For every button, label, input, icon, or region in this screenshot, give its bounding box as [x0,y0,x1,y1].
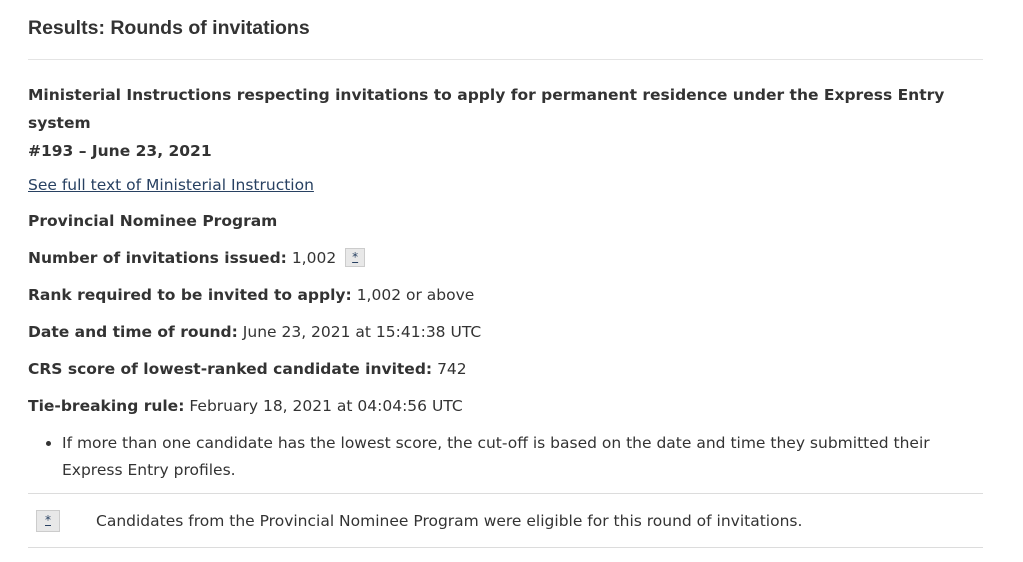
footnote-reference-link[interactable]: * [345,248,365,267]
program-name [28,210,983,232]
rank-value: 1,002 or above [356,286,475,304]
tie-breaking-row [28,395,983,417]
invitations-label: Number of invitations issued: [28,249,287,267]
crs-label: CRS score of lowest-ranked candidate invited: [28,360,433,378]
full-text-link[interactable]: See full text of Ministerial Instruction [28,176,314,194]
footnotes-section [28,493,983,548]
footnote-return-link[interactable]: * [36,510,60,532]
tie-breaking-value: February 18, 2021 at 04:04:56 UTC [189,397,463,415]
invitations-value: 1,002 [291,249,337,267]
date-value: June 23, 2021 at 15:41:38 UTC [242,323,482,341]
instruction-title-line1: Ministerial Instructions respecting invitations to apply for permanent residence under the Express Entry system [28,86,945,132]
instruction-title-line2: #193 – June 23, 2021 [28,142,212,160]
rank-label: Rank required to be invited to apply: [28,286,352,304]
crs-row [28,358,983,380]
date-row [28,321,983,343]
section-heading: Results: Rounds of invitations [28,0,983,60]
instruction-title [28,81,983,165]
invitations-row [28,247,983,269]
tie-breaking-label: Tie-breaking rule: [28,397,185,415]
footnote-text: Candidates from the Provincial Nominee Program were eligible for this round of invitations. [96,511,803,530]
tie-breaking-notes [28,430,983,484]
list-item: • If more than one candidate has the lowest score, the cut-off is based on the date and time they submitted their Express Entry profiles. [62,430,983,484]
program-label: Provincial Nominee Program [28,212,278,230]
rank-row [28,284,983,306]
date-label: Date and time of round: [28,323,238,341]
crs-value: 742 [437,360,467,378]
